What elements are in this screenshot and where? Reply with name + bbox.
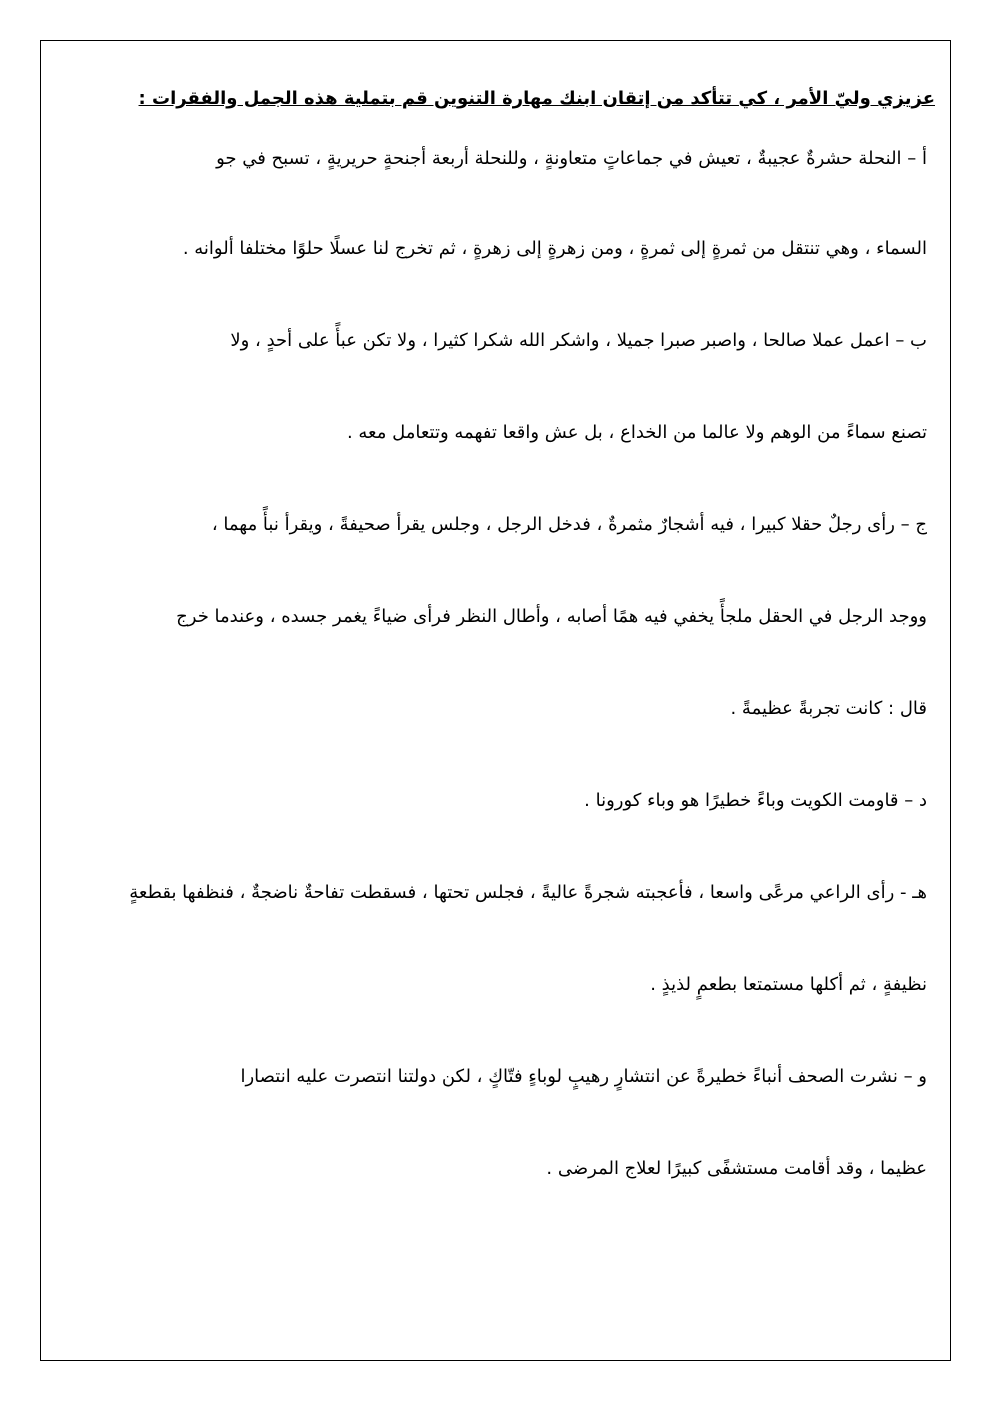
paragraph-a-line-2: السماء ، وهي تنتقل من ثمرةٍ إلى ثمرةٍ ، ومن زهرةٍ إلى زهرةٍ ، ثم تخرج لنا عسلًا حلوًا مختلفا ألوانه . bbox=[182, 238, 927, 259]
paragraph-b-line-2: تصنع سماءً من الوهم ولا عالما من الخداع ، بل عش واقعا تفهمه وتتعامل معه . bbox=[346, 422, 927, 443]
paragraph-e-line-2: نظيفةٍ ، ثم أكلها مستمتعا بطعمٍ لذيذٍ . bbox=[650, 974, 927, 995]
paragraph-a-line-1: أ – النحلة حشرةٌ عجيبةٌ ، تعيش في جماعاتٍ متعاونةٍ ، وللنحلة أربعة أجنحةٍ حريريةٍ ، تسبح في جو bbox=[216, 148, 927, 169]
paragraph-d-line-1: د – قاومت الكويت وباءً خطيرًا هو وباء كورونا . bbox=[584, 790, 927, 811]
paragraph-f-line-1: و – نشرت الصحف أنباءً خطيرةً عن انتشارٍ رهيبٍ لوباءٍ فتّاكٍ ، لكن دولتنا انتصرت عليه انتصارا bbox=[240, 1066, 927, 1087]
paragraph-e-line-1: هـ - رأى الراعي مرعًى واسعا ، فأعجبته شجرةً عاليةً ، فجلس تحتها ، فسقطت تفاحةٌ ناضجةٌ ، فنظفها بقطعةٍ bbox=[129, 882, 927, 903]
paragraph-c-line-3: قال : كانت تجربةً عظيمةً . bbox=[730, 698, 927, 719]
paragraph-c-line-1: ج – رأى رجلٌ حقلا كبيرا ، فيه أشجارٌ مثمرةٌ ، فدخل الرجل ، وجلس يقرأ صحيفةً ، ويقرأ نبأً مهما ، bbox=[211, 514, 927, 535]
paragraph-f-line-2: عظيما ، وقد أقامت مستشفًى كبيرًا لعلاج المرضى . bbox=[546, 1158, 927, 1179]
worksheet-content bbox=[40, 40, 951, 1361]
paragraph-b-line-1: ب – اعمل عملا صالحا ، واصبر صبرا جميلا ، واشكر الله شكرا كثيرا ، ولا تكن عبأً على أحدٍ ، ولا bbox=[230, 330, 927, 351]
worksheet-heading: عزيزي وليّ الأمر ، كي تتأكد من إتقان ابنك مهارة التنوين قم بتملية هذه الجمل والفقرات : bbox=[138, 88, 935, 109]
paragraph-c-line-2: ووجد الرجل في الحقل ملجأً يخفي فيه همًا أصابه ، وأطال النظر فرأى ضياءً يغمر جسده ، وعندما خرج bbox=[176, 606, 927, 627]
